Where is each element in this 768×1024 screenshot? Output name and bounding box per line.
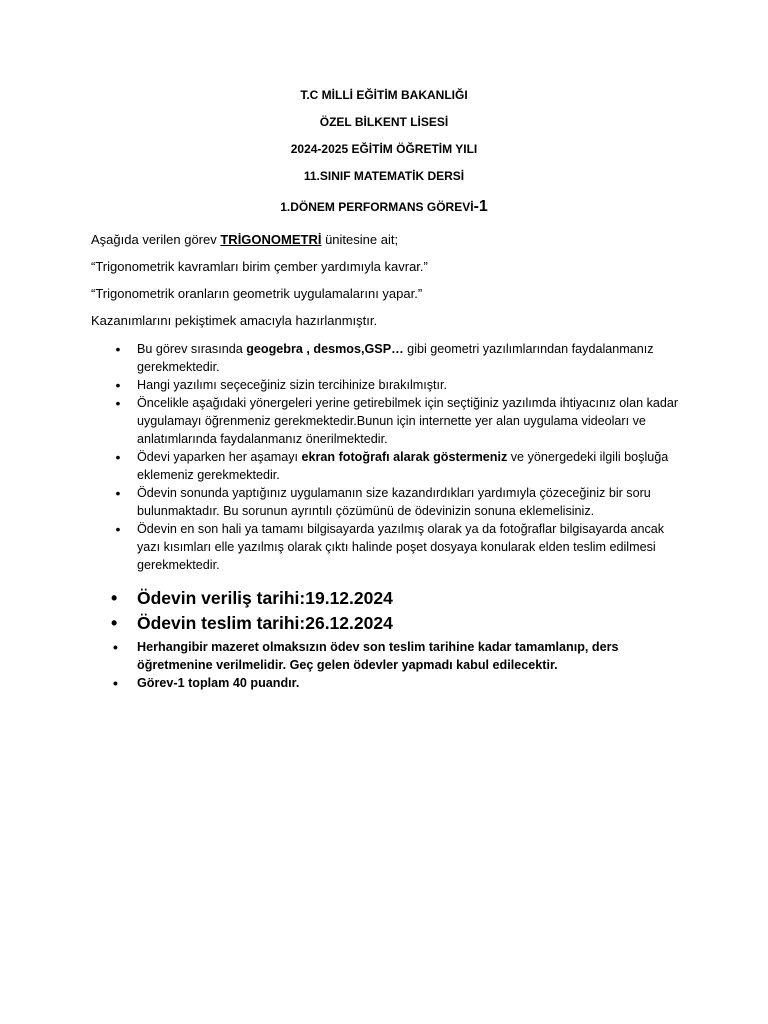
bullet-icon: • (113, 675, 118, 691)
bullet-icon: • (113, 639, 118, 655)
item-text: Ödevin en son hali ya tamamı bilgisayarda yazılmış olarak ya da fotoğraflar bilgisayarda ancak yazı kısımları elle yazılmış olarak çıktı halinde poşet dosyaya konularak elden teslim edilmesi gerekmektedir. (137, 522, 665, 572)
list-item (91, 376, 681, 394)
bullet-icon: • (115, 485, 121, 501)
list-item (91, 394, 681, 448)
item-text: gibi geometri yazılımlarından faydalanmanız gerekmektedir. (137, 342, 654, 374)
deadline-note-text: Herhangibir mazeret olmaksızın ödev son teslim tarihine kadar tamamlanıp, ders öğretmenine verilmelidir. Geç gelen ödevler yapmadı kabul edilecektir. (137, 640, 619, 672)
list-item (91, 448, 681, 484)
bullet-icon: • (111, 588, 118, 608)
course-heading: 11.SINIF MATEMATİK DERSİ (303, 169, 465, 183)
school-heading: ÖZEL BİLKENT LİSESİ (319, 115, 449, 129)
deadline-note-item (91, 638, 681, 674)
notes-list (91, 638, 681, 692)
list-item (91, 520, 681, 574)
software-names: geogebra , desmos,GSP… (246, 342, 404, 356)
given-date-text: Ödevin veriliş tarihi:19.12.2024 (137, 588, 393, 608)
task-heading (0, 198, 768, 216)
academic-year-heading: 2024-2025 EĞİTİM ÖĞRETİM YILI (290, 142, 478, 156)
screenshot-requirement: ekran fotoğrafı alarak göstermeniz (301, 450, 508, 464)
given-date-item (91, 586, 681, 611)
intro-after: ünitesine ait; (321, 232, 399, 247)
task-heading-main: 1.DÖNEM PERFORMANS GÖREVİ (280, 200, 474, 214)
objective-quote-1: “Trigonometrik kavramları birim çember yardımıyla kavrar.” (91, 259, 428, 274)
item-text: Bu görev sırasında (137, 342, 247, 356)
points-note-item (91, 674, 681, 692)
bullet-icon: • (115, 521, 121, 537)
dates-list (91, 586, 681, 636)
objective-quote-2: “Trigonometrik oranların geometrik uygulamalarını yapar.” (91, 286, 423, 301)
bullet-icon: • (115, 341, 121, 357)
ministry-heading: T.C MİLLİ EĞİTİM BAKANLIĞI (300, 88, 468, 102)
bullet-icon: • (115, 395, 121, 411)
instruction-list (91, 340, 681, 574)
points-note-text: Görev-1 toplam 40 puandır. (137, 676, 300, 690)
bullet-icon: • (111, 613, 118, 633)
task-heading-number: -1 (473, 198, 488, 215)
list-item (91, 484, 681, 520)
purpose-paragraph: Kazanımlarını pekiştimek amacıyla hazırlanmıştır. (91, 313, 378, 328)
list-item (91, 340, 681, 376)
item-text: Ödevi yaparken her aşamayı (137, 450, 302, 464)
bullet-icon: • (115, 377, 121, 393)
item-text: Ödevin sonunda yaptığınız uygulamanın size kazandırdıkları yardımıyla çözeceğiniz bir soru bulunmaktadır. Bu sorunun ayrıntılı çözümünü de ödevinizin sonuna eklemelisiniz. (137, 486, 651, 518)
due-date-text: Ödevin teslim tarihi:26.12.2024 (137, 613, 393, 633)
item-text: Hangi yazılımı seçeceğiniz sizin tercihinize bırakılmıştır. (137, 378, 448, 392)
bullet-icon: • (115, 449, 121, 465)
intro-before: Aşağıda verilen görev (91, 232, 221, 247)
due-date-item (91, 611, 681, 636)
item-text: ve yönergedeki ilgili boşluğa eklemeniz gerekmektedir. (137, 450, 669, 482)
intro-paragraph (91, 232, 398, 247)
topic-name: TRİGONOMETRİ (220, 232, 322, 247)
item-text: Öncelikle aşağıdaki yönergeleri yerine getirebilmek için seçtiğiniz yazılımda ihtiyacınız olan kadar uygulamayı öğrenmeniz gerekmektedir.Bunun için internette yer alan uygulama videoları ve anlatımlarında faydalanmanız önerilmektedir. (137, 396, 679, 446)
